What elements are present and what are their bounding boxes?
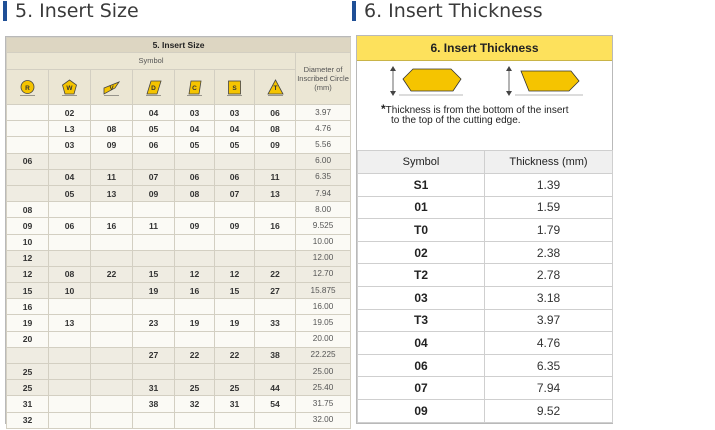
symbol-cell: 22 — [91, 266, 133, 282]
symbol-cell: 13 — [91, 185, 133, 201]
diameter-cell: 10.00 — [296, 234, 351, 250]
symbol-cell — [175, 299, 215, 315]
table-row — [7, 169, 351, 185]
symbol-cell — [91, 153, 133, 169]
symbol-cell: 16 — [7, 299, 49, 315]
symbol-cell: 03 — [215, 105, 255, 121]
symbol-cell — [91, 234, 133, 250]
insert-size-table-title: 5. Insert Size — [7, 38, 351, 53]
insert-thickness-table — [357, 150, 613, 423]
symbol-cell — [175, 331, 215, 347]
symbol-cell — [49, 250, 91, 266]
symbol-cell: 06 — [49, 218, 91, 234]
symbol-cell — [215, 364, 255, 380]
symbol-cell: 03 — [49, 137, 91, 153]
symbol-cell — [7, 121, 49, 137]
shape-letter: T — [273, 84, 277, 92]
symbol-cell: 25 — [215, 380, 255, 396]
symbol-cell: 16 — [175, 283, 215, 299]
symbol-cell: 20 — [7, 331, 49, 347]
shape-letter: D — [151, 84, 156, 92]
symbol-cell — [175, 153, 215, 169]
symbol-cell: 38 — [255, 347, 296, 363]
diameter-cell: 22.225 — [296, 347, 351, 363]
symbol-cell — [49, 380, 91, 396]
thickness-symbol-cell: T2 — [358, 264, 485, 287]
symbol-cell: 19 — [215, 315, 255, 331]
table-row — [7, 218, 351, 234]
diameter-cell: 3.97 — [296, 105, 351, 121]
symbol-cell: 44 — [255, 380, 296, 396]
shape-letter: W — [66, 84, 73, 92]
symbol-cell — [91, 202, 133, 218]
symbol-cell: 33 — [255, 315, 296, 331]
shape-header-r — [7, 70, 49, 105]
diameter-cell: 32.00 — [296, 412, 351, 428]
thickness-symbol-cell: 09 — [358, 399, 485, 422]
symbol-cell: 31 — [133, 380, 175, 396]
table-row — [7, 299, 351, 315]
diameter-cell: 9.525 — [296, 218, 351, 234]
symbol-cell — [175, 364, 215, 380]
table-row — [358, 174, 613, 197]
shape-header-t — [255, 70, 296, 105]
thickness-value-cell: 2.38 — [485, 241, 613, 264]
table-row — [358, 286, 613, 309]
symbol-cell: 09 — [133, 185, 175, 201]
symbol-cell: 25 — [7, 380, 49, 396]
symbol-cell: 12 — [215, 266, 255, 282]
symbol-cell: 06 — [255, 105, 296, 121]
symbol-cell: 38 — [133, 396, 175, 412]
shape-letter: S — [232, 84, 237, 92]
symbol-cell — [7, 347, 49, 363]
thickness-note-line-1: Thickness is from the bottom of the insert — [385, 105, 569, 116]
diameter-cell: 20.00 — [296, 331, 351, 347]
symbol-cell — [7, 185, 49, 201]
table-row — [7, 185, 351, 201]
c-rhombic-insert-icon — [186, 79, 203, 96]
diameter-cell: 5.56 — [296, 137, 351, 153]
diameter-cell: 25.00 — [296, 364, 351, 380]
shape-letter: V — [109, 84, 114, 92]
symbol-cell: L3 — [49, 121, 91, 137]
symbol-cell: 04 — [49, 169, 91, 185]
shape-header-w — [49, 70, 91, 105]
symbol-cell — [133, 234, 175, 250]
section-6-heading-text: 6. Insert Thickness — [364, 0, 543, 22]
symbol-cell — [133, 364, 175, 380]
symbol-cell — [175, 234, 215, 250]
symbol-cell — [91, 347, 133, 363]
table-row — [7, 347, 351, 363]
symbol-cell — [215, 153, 255, 169]
shape-header-d — [133, 70, 175, 105]
diameter-cell: 6.35 — [296, 169, 351, 185]
symbol-cell: 12 — [7, 250, 49, 266]
symbol-cell — [255, 153, 296, 169]
symbol-cell: 06 — [215, 169, 255, 185]
diameter-cell: 16.00 — [296, 299, 351, 315]
symbol-cell: 25 — [7, 364, 49, 380]
symbol-cell — [49, 153, 91, 169]
thickness-note — [357, 104, 612, 126]
symbol-cell: 07 — [133, 169, 175, 185]
symbol-cell: 09 — [91, 137, 133, 153]
symbol-cell — [91, 250, 133, 266]
thickness-symbol-cell: 06 — [358, 354, 485, 377]
table-row — [7, 202, 351, 218]
diameter-cell: 6.00 — [296, 153, 351, 169]
symbol-cell: 12 — [175, 266, 215, 282]
heading-accent-bar — [352, 1, 356, 21]
thickness-value-cell: 3.18 — [485, 286, 613, 309]
symbol-cell: 15 — [133, 266, 175, 282]
diameter-cell: 19.05 — [296, 315, 351, 331]
symbol-cell: 27 — [133, 347, 175, 363]
symbol-cell — [91, 315, 133, 331]
triangle-insert-icon — [267, 79, 284, 96]
symbol-cell — [49, 396, 91, 412]
table-row — [7, 105, 351, 121]
symbol-cell — [133, 331, 175, 347]
symbol-cell — [133, 412, 175, 428]
symbol-cell — [175, 250, 215, 266]
symbol-cell — [133, 202, 175, 218]
symbol-cell: 05 — [175, 137, 215, 153]
symbol-cell: 54 — [255, 396, 296, 412]
symbol-cell: 02 — [49, 105, 91, 121]
symbol-cell: 06 — [7, 153, 49, 169]
thickness-value-cell: 7.94 — [485, 377, 613, 400]
thickness-symbol-cell: S1 — [358, 174, 485, 197]
symbol-cell — [91, 105, 133, 121]
diameter-cell: 7.94 — [296, 185, 351, 201]
symbol-cell: 12 — [7, 266, 49, 282]
symbol-cell — [49, 299, 91, 315]
symbol-cell: 05 — [49, 185, 91, 201]
symbol-cell: 32 — [175, 396, 215, 412]
symbol-header: Symbol — [7, 53, 296, 70]
symbol-cell: 09 — [215, 218, 255, 234]
symbol-cell — [49, 347, 91, 363]
symbol-cell — [215, 299, 255, 315]
symbol-cell — [215, 412, 255, 428]
symbol-cell — [215, 234, 255, 250]
diameter-cell: 25.40 — [296, 380, 351, 396]
table-row — [7, 364, 351, 380]
symbol-cell — [255, 234, 296, 250]
table-row — [7, 121, 351, 137]
symbol-cell — [91, 364, 133, 380]
table-row — [7, 380, 351, 396]
shape-letter: R — [25, 84, 30, 92]
symbol-cell: 16 — [255, 218, 296, 234]
symbol-cell: 27 — [255, 283, 296, 299]
symbol-cell: 13 — [255, 185, 296, 201]
symbol-cell: 11 — [255, 169, 296, 185]
symbol-cell: 11 — [133, 218, 175, 234]
symbol-cell — [215, 250, 255, 266]
table-row — [7, 153, 351, 169]
section-6-heading — [352, 0, 543, 22]
symbol-cell — [133, 299, 175, 315]
shape-letter: C — [192, 84, 197, 92]
thickness-value-cell: 1.39 — [485, 174, 613, 197]
symbol-cell: 31 — [215, 396, 255, 412]
symbol-cell: 22 — [255, 266, 296, 282]
symbol-cell: 10 — [49, 283, 91, 299]
table-row — [7, 331, 351, 347]
heading-accent-bar — [3, 1, 7, 21]
symbol-cell — [255, 250, 296, 266]
symbol-cell — [255, 202, 296, 218]
symbol-cell: 03 — [175, 105, 215, 121]
trigon-insert-icon — [61, 79, 78, 96]
symbol-cell: 19 — [7, 315, 49, 331]
table-row — [7, 234, 351, 250]
thickness-value-cell: 6.35 — [485, 354, 613, 377]
d-rhombic-insert-icon — [145, 79, 162, 96]
table-row — [358, 377, 613, 400]
table-row — [358, 219, 613, 242]
symbol-cell — [7, 137, 49, 153]
symbol-column-header: Symbol — [358, 151, 485, 174]
symbol-cell — [91, 283, 133, 299]
asterisk-icon: * — [381, 102, 386, 116]
table-row — [358, 354, 613, 377]
thickness-value-cell: 1.59 — [485, 196, 613, 219]
table-row — [358, 332, 613, 355]
table-row — [7, 137, 351, 153]
symbol-cell — [49, 331, 91, 347]
thickness-value-cell: 2.78 — [485, 264, 613, 287]
diameter-cell: 8.00 — [296, 202, 351, 218]
thickness-symbol-cell: 03 — [358, 286, 485, 309]
insert-size-table-panel — [5, 36, 351, 424]
symbol-cell: 07 — [215, 185, 255, 201]
table-row — [358, 241, 613, 264]
symbol-cell: 08 — [255, 121, 296, 137]
symbol-cell — [49, 202, 91, 218]
symbol-cell: 32 — [7, 412, 49, 428]
symbol-cell: 22 — [175, 347, 215, 363]
symbol-cell: 08 — [91, 121, 133, 137]
symbol-cell: 13 — [49, 315, 91, 331]
symbol-cell — [133, 153, 175, 169]
symbol-cell — [49, 412, 91, 428]
symbol-cell — [175, 202, 215, 218]
symbol-cell: 15 — [215, 283, 255, 299]
symbol-cell: 09 — [175, 218, 215, 234]
symbol-cell — [215, 202, 255, 218]
symbol-cell — [255, 299, 296, 315]
thickness-symbol-cell: T3 — [358, 309, 485, 332]
symbol-cell: 08 — [49, 266, 91, 282]
symbol-cell — [175, 412, 215, 428]
symbol-cell — [91, 412, 133, 428]
symbol-cell: 06 — [175, 169, 215, 185]
thickness-value-cell: 3.97 — [485, 309, 613, 332]
v-rhombic-insert-icon — [103, 79, 120, 96]
diameter-cell: 31.75 — [296, 396, 351, 412]
symbol-cell: 15 — [7, 283, 49, 299]
symbol-cell: 22 — [215, 347, 255, 363]
diameter-header: Diameter of Inscribed Circle (mm) — [296, 53, 351, 105]
shape-header-s — [215, 70, 255, 105]
table-row — [7, 250, 351, 266]
symbol-cell — [133, 250, 175, 266]
symbol-cell: 16 — [91, 218, 133, 234]
symbol-cell — [91, 299, 133, 315]
thickness-value-cell: 4.76 — [485, 332, 613, 355]
symbol-cell — [91, 396, 133, 412]
insert-size-table — [6, 37, 351, 429]
round-insert-icon — [19, 79, 36, 96]
symbol-cell — [215, 331, 255, 347]
symbol-cell: 04 — [175, 121, 215, 137]
table-row — [7, 315, 351, 331]
symbol-cell: 06 — [133, 137, 175, 153]
thickness-symbol-cell: 07 — [358, 377, 485, 400]
table-row — [358, 264, 613, 287]
table-row — [358, 399, 613, 422]
symbol-cell: 09 — [255, 137, 296, 153]
shape-header-v — [91, 70, 133, 105]
symbol-cell: 31 — [7, 396, 49, 412]
symbol-cell: 04 — [215, 121, 255, 137]
thickness-note-line-2: to the top of the cutting edge. — [391, 115, 521, 126]
symbol-cell: 25 — [175, 380, 215, 396]
table-row — [7, 266, 351, 282]
thickness-symbol-cell: 02 — [358, 241, 485, 264]
thickness-symbol-cell: 04 — [358, 332, 485, 355]
table-row — [7, 412, 351, 428]
diameter-cell: 12.00 — [296, 250, 351, 266]
symbol-cell — [49, 364, 91, 380]
symbol-cell — [49, 234, 91, 250]
symbol-cell — [91, 331, 133, 347]
insert-thickness-table-panel — [356, 35, 613, 424]
table-row — [358, 309, 613, 332]
thickness-value-cell: 9.52 — [485, 399, 613, 422]
symbol-cell — [255, 331, 296, 347]
symbol-cell — [7, 169, 49, 185]
symbol-cell: 19 — [175, 315, 215, 331]
symbol-cell: 08 — [7, 202, 49, 218]
diameter-cell: 4.76 — [296, 121, 351, 137]
symbol-cell: 08 — [175, 185, 215, 201]
symbol-cell: 05 — [133, 121, 175, 137]
thickness-diagram — [357, 61, 612, 101]
shape-header-c — [175, 70, 215, 105]
section-5-heading-text: 5. Insert Size — [15, 0, 139, 22]
table-row — [7, 396, 351, 412]
insert-thickness-table-title: 6. Insert Thickness — [357, 36, 612, 61]
thickness-value-cell: 1.79 — [485, 219, 613, 242]
symbol-cell: 19 — [133, 283, 175, 299]
symbol-cell: 11 — [91, 169, 133, 185]
symbol-cell — [255, 364, 296, 380]
thickness-column-header: Thickness (mm) — [485, 151, 613, 174]
table-row — [358, 196, 613, 219]
diameter-cell: 12.70 — [296, 266, 351, 282]
thickness-symbol-cell: 01 — [358, 196, 485, 219]
table-row — [7, 283, 351, 299]
symbol-cell — [91, 380, 133, 396]
section-5-heading — [3, 0, 139, 22]
diameter-cell: 15.875 — [296, 283, 351, 299]
symbol-cell — [255, 412, 296, 428]
insert-cross-section-icon — [357, 61, 612, 101]
symbol-cell: 23 — [133, 315, 175, 331]
symbol-cell: 09 — [7, 218, 49, 234]
symbol-cell: 05 — [215, 137, 255, 153]
square-insert-icon — [226, 79, 243, 96]
symbol-cell: 10 — [7, 234, 49, 250]
symbol-cell — [7, 105, 49, 121]
thickness-symbol-cell: T0 — [358, 219, 485, 242]
symbol-cell: 04 — [133, 105, 175, 121]
